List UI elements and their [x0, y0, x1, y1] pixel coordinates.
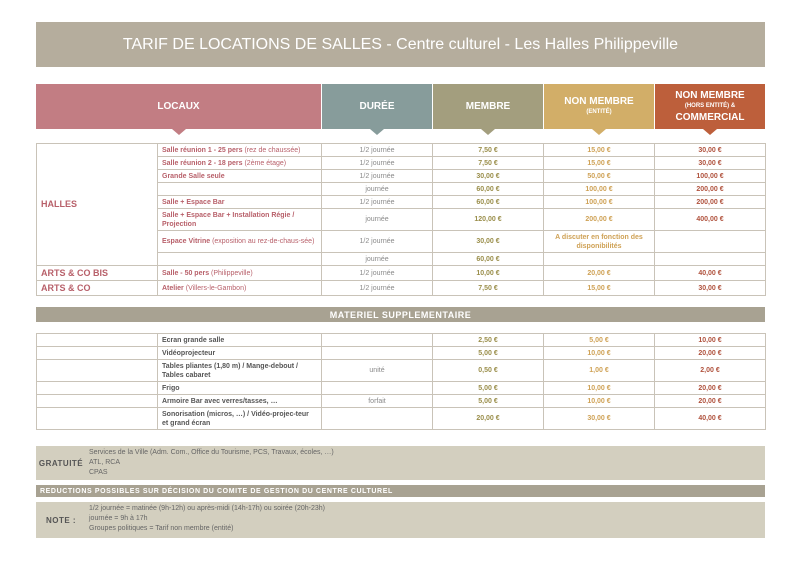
price-commercial: 2,00 € [655, 360, 766, 382]
price-membre: 20,00 € [433, 408, 544, 430]
empty-cell [37, 395, 158, 408]
materiel-duree: unité [322, 360, 433, 382]
room-duree: journée [322, 209, 433, 231]
materiel-table [36, 333, 766, 430]
materiel-name: Sonorisation (micros, …) / Vidéo-projec-teur et grand écran [158, 408, 322, 430]
price-membre: 7,50 € [433, 144, 544, 157]
price-commercial: 30,00 € [655, 281, 766, 296]
price-membre: 7,50 € [433, 157, 544, 170]
empty-cell [37, 382, 158, 395]
price-commercial: 30,00 € [655, 157, 766, 170]
note-line: journée = 9h à 17h [89, 515, 148, 522]
empty-cell [37, 334, 158, 347]
room-name [158, 183, 322, 196]
header-arrow [481, 129, 495, 135]
price-commercial: 100,00 € [655, 170, 766, 183]
header-non-membre-entite [544, 84, 654, 129]
table-row [37, 360, 766, 382]
price-entite: 100,00 € [544, 183, 655, 196]
gratuite-label: GRATUITÉ [38, 458, 84, 468]
materiel-title: MATERIEL SUPPLEMENTAIRE [36, 307, 765, 322]
header-nm-commercial-line2: (HORS ENTITÉ) & [684, 103, 736, 109]
table-row [37, 266, 766, 281]
price-commercial: 30,00 € [655, 144, 766, 157]
room-name: Espace Vitrine (exposition au rez-de-chaus-sée) [158, 231, 322, 253]
header-arrow [592, 129, 606, 135]
price-commercial: 40,00 € [655, 408, 766, 430]
price-commercial: 200,00 € [655, 196, 766, 209]
room-name: Salle réunion 2 - 18 pers (2ème étage) [158, 157, 322, 170]
price-commercial [655, 253, 766, 266]
header-arrow [172, 129, 186, 135]
room-duree: 1/2 journée [322, 281, 433, 296]
materiel-name: Tables pliantes (1,80 m) / Mange-debout / Tables cabaret [158, 360, 322, 382]
gratuite-line: CPAS [89, 469, 108, 476]
room-duree: journée [322, 253, 433, 266]
price-membre: 5,00 € [433, 395, 544, 408]
room-group: ARTS & CO BIS [37, 266, 158, 281]
empty-cell [37, 360, 158, 382]
price-membre: 60,00 € [433, 253, 544, 266]
empty-cell [37, 347, 158, 360]
gratuite-line: Services de la Ville (Adm. Com., Office du Tourisme, PCS, Travaux, écoles, …) [89, 449, 334, 456]
price-entite: 10,00 € [544, 347, 655, 360]
price-commercial: 20,00 € [655, 395, 766, 408]
price-commercial: 400,00 € [655, 209, 766, 231]
header-arrow [370, 129, 384, 135]
table-row [37, 281, 766, 296]
materiel-name: Frigo [158, 382, 322, 395]
price-entite: 10,00 € [544, 382, 655, 395]
room-name: Salle - 50 pers (Philippeville) [158, 266, 322, 281]
price-entite: 15,00 € [544, 157, 655, 170]
gratuite-lines [89, 448, 334, 478]
room-name [158, 253, 322, 266]
materiel-duree: forfait [322, 395, 433, 408]
price-commercial: 40,00 € [655, 266, 766, 281]
room-name: Salle + Espace Bar + Installation Régie / Projection [158, 209, 322, 231]
materiel-duree [322, 347, 433, 360]
empty-cell [37, 408, 158, 430]
reductions-banner: REDUCTIONS POSSIBLES SUR DÉCISION DU COMITE DE GESTION DU CENTRE CULTUREL [36, 485, 765, 497]
header-membre-label: MEMBRE [465, 101, 511, 112]
header-locaux-label: LOCAUX [157, 101, 200, 112]
price-entite: 10,00 € [544, 395, 655, 408]
materiel-duree [322, 408, 433, 430]
table-row [37, 347, 766, 360]
price-entite: 20,00 € [544, 266, 655, 281]
table-row [37, 334, 766, 347]
header-non-membre-commercial [655, 84, 765, 129]
header-duree-label: DURÉE [359, 101, 395, 112]
room-duree: 1/2 journée [322, 144, 433, 157]
price-membre: 5,00 € [433, 382, 544, 395]
price-membre: 30,00 € [433, 170, 544, 183]
room-duree: 1/2 journée [322, 266, 433, 281]
price-membre: 120,00 € [433, 209, 544, 231]
price-commercial: 200,00 € [655, 183, 766, 196]
price-entite: 30,00 € [544, 408, 655, 430]
materiel-name: Vidéoprojecteur [158, 347, 322, 360]
price-entite [544, 253, 655, 266]
price-membre: 2,50 € [433, 334, 544, 347]
table-row [37, 382, 766, 395]
header-non-membre-label: NON MEMBRE [564, 95, 634, 107]
price-membre: 5,00 € [433, 347, 544, 360]
materiel-duree [322, 334, 433, 347]
header-entite-label: (ENTITÉ) [586, 108, 612, 115]
room-duree: 1/2 journée [322, 157, 433, 170]
note-label: NOTE : [45, 515, 77, 525]
price-membre: 0,50 € [433, 360, 544, 382]
page-title: TARIF DE LOCATIONS DE SALLES - Centre culturel - Les Halles Philippeville [36, 22, 765, 67]
materiel-name: Armoire Bar avec verres/tasses, … [158, 395, 322, 408]
price-commercial: 10,00 € [655, 334, 766, 347]
materiel-duree [322, 382, 433, 395]
room-name: Salle réunion 1 - 25 pers (rez de chaussée) [158, 144, 322, 157]
room-name: Salle + Espace Bar [158, 196, 322, 209]
price-entite: 200,00 € [544, 209, 655, 231]
table-row [37, 144, 766, 157]
note-line: 1/2 journée = matinée (9h-12h) ou après-midi (14h-17h) ou soirée (20h-23h) [89, 505, 325, 512]
room-duree: 1/2 journée [322, 196, 433, 209]
table-row [37, 408, 766, 430]
room-group: ARTS & CO [37, 281, 158, 296]
note-line: Groupes politiques = Tarif non membre (entité) [89, 525, 234, 532]
rooms-table [36, 143, 766, 296]
header-membre [433, 84, 543, 129]
note-lines [89, 504, 325, 534]
price-membre: 10,00 € [433, 266, 544, 281]
header-nm-commercial-line3: COMMERCIAL [675, 112, 745, 123]
price-commercial: 20,00 € [655, 382, 766, 395]
room-group: HALLES [37, 144, 158, 266]
price-entite: 1,00 € [544, 360, 655, 382]
price-membre: 60,00 € [433, 183, 544, 196]
price-membre: 60,00 € [433, 196, 544, 209]
room-duree: 1/2 journée [322, 170, 433, 183]
price-entite: A discuter en fonction des disponibilités [544, 231, 655, 253]
room-name: Grande Salle seule [158, 170, 322, 183]
room-duree: journée [322, 183, 433, 196]
price-entite: 100,00 € [544, 196, 655, 209]
room-duree: 1/2 journée [322, 231, 433, 253]
table-row [37, 395, 766, 408]
price-entite: 15,00 € [544, 281, 655, 296]
price-membre: 7,50 € [433, 281, 544, 296]
price-entite: 5,00 € [544, 334, 655, 347]
header-nm-commercial-line1: NON MEMBRE [675, 90, 745, 101]
price-entite: 50,00 € [544, 170, 655, 183]
materiel-name: Ecran grande salle [158, 334, 322, 347]
price-commercial: 20,00 € [655, 347, 766, 360]
room-name: Atelier (Villers-le-Gambon) [158, 281, 322, 296]
price-commercial [655, 231, 766, 253]
header-locaux [36, 84, 321, 129]
gratuite-line: ATL, RCA [89, 459, 120, 466]
price-membre: 30,00 € [433, 231, 544, 253]
header-arrow [703, 129, 717, 135]
price-entite: 15,00 € [544, 144, 655, 157]
header-duree [322, 84, 432, 129]
